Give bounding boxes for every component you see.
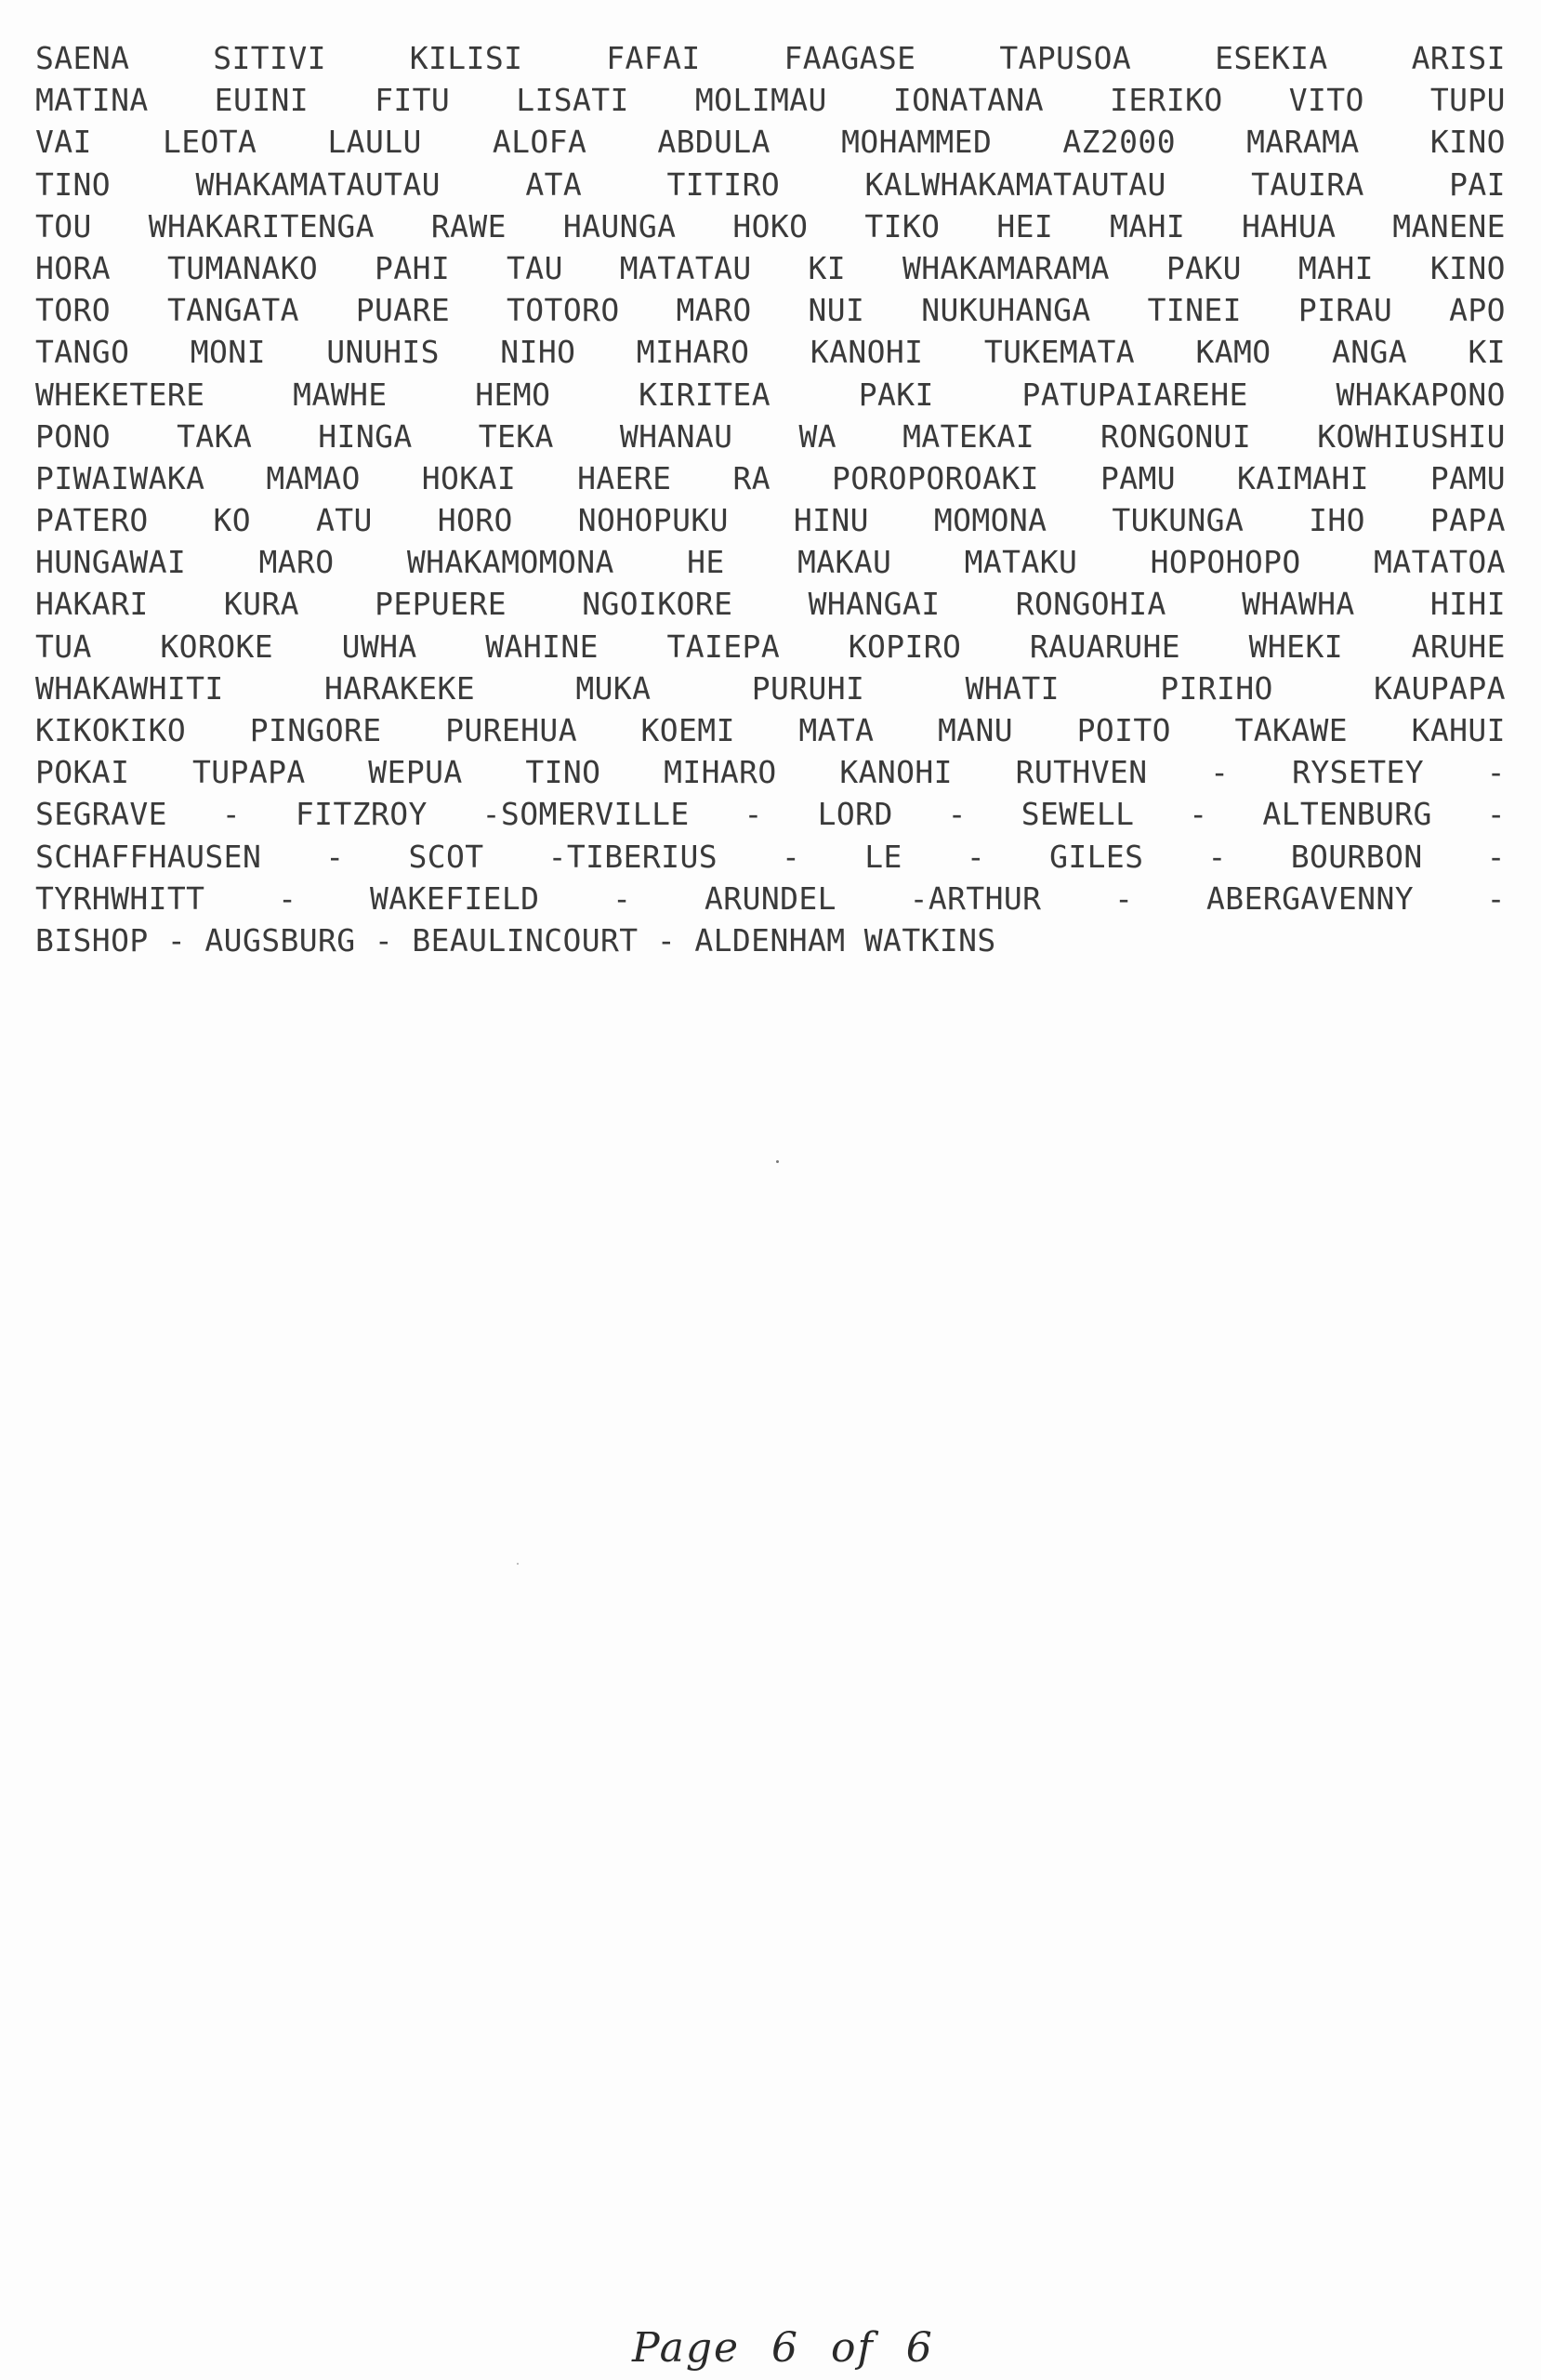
word: PAHI xyxy=(375,249,451,286)
word: KI xyxy=(808,249,847,286)
text-line xyxy=(35,751,1506,793)
word: ABDULA xyxy=(657,124,770,161)
word: MAHI xyxy=(1297,249,1374,286)
text-line xyxy=(35,583,1506,625)
word: TUKUNGA xyxy=(1112,502,1245,539)
word: LE xyxy=(864,838,902,875)
word: NIHO xyxy=(500,334,576,371)
word: IERIKO xyxy=(1110,82,1223,119)
word: - xyxy=(1486,754,1506,791)
word: FITU xyxy=(375,82,451,119)
word: KAHUI xyxy=(1411,712,1506,748)
word: MONI xyxy=(190,334,266,371)
word: MANENE xyxy=(1392,207,1506,245)
word: FAFAI xyxy=(606,40,701,76)
word: MOMONA xyxy=(933,502,1047,539)
word: MATAKU xyxy=(964,544,1078,581)
text-line xyxy=(35,205,1506,247)
word: HOPOHOPO xyxy=(1150,544,1301,581)
word: PATUPAIAREHE xyxy=(1021,376,1248,413)
word: TIKO xyxy=(864,207,941,245)
word: WAKEFIELD xyxy=(370,879,540,917)
word: RUTHVEN xyxy=(1015,754,1148,791)
word: - xyxy=(278,879,297,917)
word: RONGOHIA xyxy=(1015,586,1166,623)
word: TANGATA xyxy=(166,292,299,329)
word: KAUPAPA xyxy=(1374,669,1506,707)
word: TITIRO xyxy=(666,165,781,203)
scan-speck xyxy=(517,1563,519,1565)
word: - xyxy=(221,796,242,833)
text-line xyxy=(35,836,1506,878)
word: RA xyxy=(732,459,770,496)
word: SAENA xyxy=(35,40,130,76)
word: ALTENBURG xyxy=(1262,796,1432,833)
word: - xyxy=(947,796,967,833)
word: TINO xyxy=(35,165,112,203)
word: FITZROY xyxy=(295,796,428,833)
word: ATU xyxy=(316,502,373,539)
word: KOPIRO xyxy=(848,628,962,665)
word: MATA xyxy=(798,712,875,748)
word: - xyxy=(744,796,763,833)
text-line xyxy=(35,331,1506,373)
word: TAPUSOA xyxy=(999,40,1132,76)
word: SEWELL xyxy=(1021,796,1135,833)
word: ALOFA xyxy=(492,124,587,161)
word: KALWHAKAMATAUTAU xyxy=(864,165,1166,203)
text-line xyxy=(35,709,1506,751)
word: UNUHIS xyxy=(326,334,440,371)
word: - xyxy=(325,838,345,875)
word: HEMO xyxy=(475,376,551,413)
word: HAKARI xyxy=(35,586,149,623)
text-line xyxy=(35,164,1506,205)
word: PAMU xyxy=(1429,459,1506,496)
word: MATINA xyxy=(35,82,149,119)
word: KILISI xyxy=(409,40,523,76)
word: TAKAWE xyxy=(1234,712,1349,748)
word: LAULU xyxy=(327,124,422,161)
page-number-handwritten: Page 6 of 6 xyxy=(632,2324,934,2372)
text-line xyxy=(35,878,1506,919)
word: TINO xyxy=(525,754,601,791)
word: TUKEMATA xyxy=(983,334,1136,371)
word: -SOMERVILLE xyxy=(481,796,690,833)
word: TAIEPA xyxy=(666,628,781,665)
word: KOEMI xyxy=(640,712,735,748)
word: MARO xyxy=(676,292,752,329)
word: ARUNDEL xyxy=(705,879,836,917)
word: ESEKIA xyxy=(1215,40,1328,76)
word: TAKA xyxy=(177,417,253,455)
word: SCHAFFHAUSEN xyxy=(35,838,262,875)
word: LEOTA xyxy=(162,124,257,161)
word: VAI xyxy=(35,124,92,161)
word: TINEI xyxy=(1147,292,1242,329)
word: KIRITEA xyxy=(639,376,770,413)
word: PIRIHO xyxy=(1160,669,1273,707)
word: WAHINE xyxy=(485,628,599,665)
word: RAWE xyxy=(430,207,507,245)
word: PAPA xyxy=(1429,502,1506,539)
word: - xyxy=(1486,838,1506,875)
word: AZ2000 xyxy=(1062,124,1176,161)
word: LISATI xyxy=(516,82,629,119)
word: TOU xyxy=(35,207,92,245)
word: HUNGAWAI xyxy=(35,544,187,581)
word: - xyxy=(1486,796,1506,833)
word: MIHARO xyxy=(636,334,750,371)
word: NUKUHANGA xyxy=(921,292,1091,329)
word: NOHOPUKU xyxy=(577,502,729,539)
word: SEGRAVE xyxy=(35,796,167,833)
word: MOLIMAU xyxy=(694,82,827,119)
text-line xyxy=(35,668,1506,709)
word: IHO xyxy=(1309,502,1365,539)
word: PINGORE xyxy=(249,712,382,748)
word: MARAMA xyxy=(1246,124,1360,161)
word: WHATI xyxy=(965,669,1060,707)
word: GILES xyxy=(1049,838,1144,875)
word: WHAKAPONO xyxy=(1336,376,1506,413)
word: PURUHI xyxy=(751,669,865,707)
word: PUREHUA xyxy=(445,712,577,748)
word: MAMAO xyxy=(266,459,361,496)
word: TAUIRA xyxy=(1251,165,1364,203)
word: PAKI xyxy=(858,376,934,413)
word: EUINI xyxy=(214,82,310,119)
word: MAHI xyxy=(1110,207,1186,245)
word: FAAGASE xyxy=(784,40,916,76)
word: HAERE xyxy=(577,459,672,496)
word: WHAKAWHITI xyxy=(35,669,224,707)
word: HAUNGA xyxy=(562,207,677,245)
word: KIKOKIKO xyxy=(35,712,187,748)
word: VITO xyxy=(1288,82,1364,119)
word: MUKA xyxy=(575,669,652,707)
word: WHEKETERE xyxy=(35,376,205,413)
text-line xyxy=(35,289,1506,331)
word: - xyxy=(612,879,632,917)
word: WHAKAMATAUTAU xyxy=(195,165,441,203)
word: HIHI xyxy=(1429,586,1506,623)
word: MATATAU xyxy=(619,249,752,286)
word: POITO xyxy=(1076,712,1171,748)
word: MANU xyxy=(937,712,1014,748)
word: TUPU xyxy=(1429,82,1506,119)
word: HOKO xyxy=(732,207,809,245)
word: KANOHI xyxy=(810,334,924,371)
word: KAMO xyxy=(1195,334,1271,371)
word: NGOIKORE xyxy=(582,586,733,623)
word: PAI xyxy=(1449,165,1506,203)
word: WHAKAMARAMA xyxy=(902,249,1110,286)
word: KURA xyxy=(223,586,299,623)
word: HINGA xyxy=(318,417,413,455)
word: - xyxy=(1207,838,1227,875)
word: IONATANA xyxy=(892,82,1044,119)
word: - xyxy=(966,838,986,875)
word: HOKAI xyxy=(421,459,517,496)
word: HINU xyxy=(793,502,869,539)
word: PEPUERE xyxy=(375,586,507,623)
word: HEI xyxy=(996,207,1054,245)
word: - xyxy=(1486,879,1506,917)
text-line xyxy=(35,374,1506,416)
word: NUI xyxy=(808,292,865,329)
word: PATERO xyxy=(35,502,149,539)
word: - xyxy=(1189,796,1208,833)
word: MATEKAI xyxy=(902,417,1034,455)
word: APO xyxy=(1449,292,1506,329)
word: - xyxy=(1210,754,1230,791)
text-line xyxy=(35,793,1506,835)
word: WHAKAMOMONA xyxy=(406,544,614,581)
word: PONO xyxy=(35,417,112,455)
word: KOROKE xyxy=(160,628,274,665)
word: KINO xyxy=(1429,124,1506,161)
word: WEPUA xyxy=(368,754,463,791)
word: POROPOROAKI xyxy=(832,459,1039,496)
word: - xyxy=(782,838,801,875)
text-line xyxy=(35,247,1506,289)
word: SCOT xyxy=(408,838,484,875)
word: HARAKEKE xyxy=(323,669,476,707)
word: TUA xyxy=(35,628,92,665)
word: HAHUA xyxy=(1242,207,1337,245)
text-line xyxy=(35,541,1506,583)
word: RAUARUHE xyxy=(1029,628,1181,665)
word: PIWAIWAKA xyxy=(35,459,205,496)
word: PIRAU xyxy=(1297,292,1393,329)
word: RYSETEY xyxy=(1292,754,1424,791)
word: LORD xyxy=(817,796,893,833)
word: POKAI xyxy=(35,754,130,791)
word: KANOHI xyxy=(839,754,953,791)
word: TAU xyxy=(507,249,563,286)
word: WHANGAI xyxy=(808,586,941,623)
word: PUARE xyxy=(355,292,451,329)
word: UWHA xyxy=(341,628,417,665)
word: PAMU xyxy=(1100,459,1177,496)
word: BOURBON xyxy=(1290,838,1423,875)
text-line xyxy=(35,37,1506,79)
word: MOHAMMED xyxy=(841,124,993,161)
word: KOWHIUSHIU xyxy=(1317,417,1506,455)
word: -ARTHUR xyxy=(909,879,1042,917)
word: WHAWHA xyxy=(1242,586,1355,623)
word: WA xyxy=(798,417,837,455)
word: HORA xyxy=(35,249,112,286)
word: MARO xyxy=(258,544,335,581)
text-line xyxy=(35,79,1506,121)
word: ARUHE xyxy=(1411,628,1506,665)
word: MAKAU xyxy=(797,544,892,581)
word: KI xyxy=(1468,334,1506,371)
text-line xyxy=(35,121,1506,163)
word: HE xyxy=(687,544,725,581)
word: RONGONUI xyxy=(1100,417,1252,455)
scan-speck xyxy=(776,1160,779,1163)
text-line xyxy=(35,499,1506,541)
word: TOTORO xyxy=(507,292,620,329)
word: - xyxy=(1114,879,1134,917)
word: MATATOA xyxy=(1374,544,1506,581)
typed-word-list xyxy=(35,37,1506,961)
word: -TIBERIUS xyxy=(547,838,718,875)
word: TYRHWHITT xyxy=(35,879,205,917)
word: MAWHE xyxy=(293,376,388,413)
text-line xyxy=(35,626,1506,668)
word: WHANAU xyxy=(619,417,733,455)
text-line xyxy=(35,416,1506,457)
word: KAIMAHI xyxy=(1237,459,1369,496)
word: PAKU xyxy=(1166,249,1242,286)
word: ARISI xyxy=(1411,40,1506,76)
word: HORO xyxy=(437,502,513,539)
word: TEKA xyxy=(478,417,554,455)
word: KINO xyxy=(1429,249,1506,286)
word: ANGA xyxy=(1331,334,1408,371)
word: ABERGAVENNY xyxy=(1206,879,1414,917)
word: SITIVI xyxy=(213,40,326,76)
word: TUMANAKO xyxy=(166,249,319,286)
word: KO xyxy=(213,502,252,539)
text-line: BISHOP - AUGSBURG - BEAULINCOURT - ALDENHAM WATKINS xyxy=(35,921,996,959)
word: TUPAPA xyxy=(192,754,306,791)
word: ATA xyxy=(525,165,583,203)
word: TORO xyxy=(35,292,112,329)
word: WHEKI xyxy=(1248,628,1343,665)
text-line xyxy=(35,457,1506,499)
word: TANGO xyxy=(35,334,130,371)
word: WHAKARITENGA xyxy=(148,207,375,245)
word: MIHARO xyxy=(664,754,777,791)
